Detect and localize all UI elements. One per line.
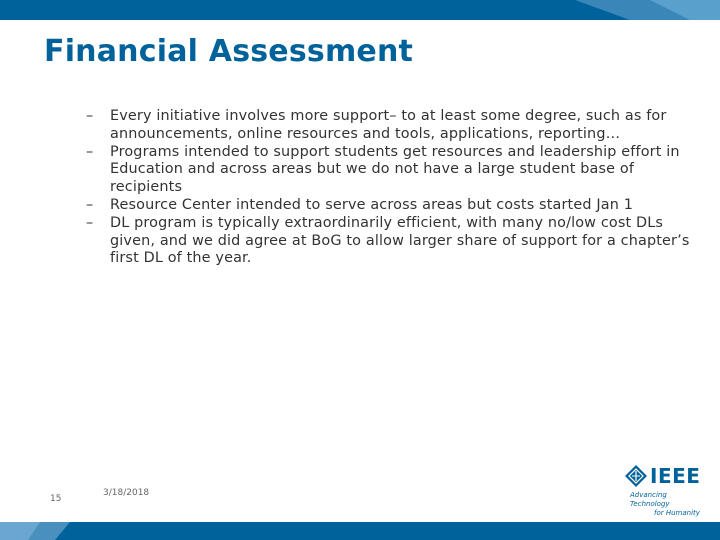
bullet-item xyxy=(86,108,710,144)
bullet-list xyxy=(86,108,710,268)
ieee-tagline xyxy=(630,491,708,518)
bullet-text: Every initiative involves more support– to at least some degree, such as for announcements, online resources and tools, applications, reporting… xyxy=(110,108,667,142)
bullet-marker: – xyxy=(86,196,94,213)
ieee-logo xyxy=(624,464,708,516)
bullet-marker: – xyxy=(86,108,94,124)
bullet-item xyxy=(86,215,710,268)
bullet-text: Programs intended to support students get resources and leadership effort in Education and across areas but we do not have a large student base of recipients xyxy=(110,143,680,196)
ieee-diamond-icon xyxy=(624,464,648,488)
bullet-item xyxy=(86,197,710,215)
tagline-line-2: for Humanity xyxy=(654,509,700,517)
page-number: 15 xyxy=(50,494,62,504)
bullet-marker: – xyxy=(86,143,94,160)
bullet-item xyxy=(86,144,710,197)
bullet-marker: – xyxy=(86,214,94,231)
bullet-text: Resource Center intended to serve across areas but costs started Jan 1 xyxy=(110,196,634,213)
footer-bar xyxy=(0,522,720,540)
bullet-text: DL program is typically extraordinarily efficient, with many no/low cost DLs given, and we did agree at BoG to allow larger share of support for a chapter’s first DL of the year. xyxy=(110,214,690,267)
ieee-wordmark: IEEE xyxy=(650,464,701,488)
slide-title: Financial Assessment xyxy=(44,34,414,69)
header-bar xyxy=(0,0,720,20)
slide-date: 3/18/2018 xyxy=(103,488,150,498)
tagline-line-1: Advancing Technology xyxy=(630,491,670,508)
